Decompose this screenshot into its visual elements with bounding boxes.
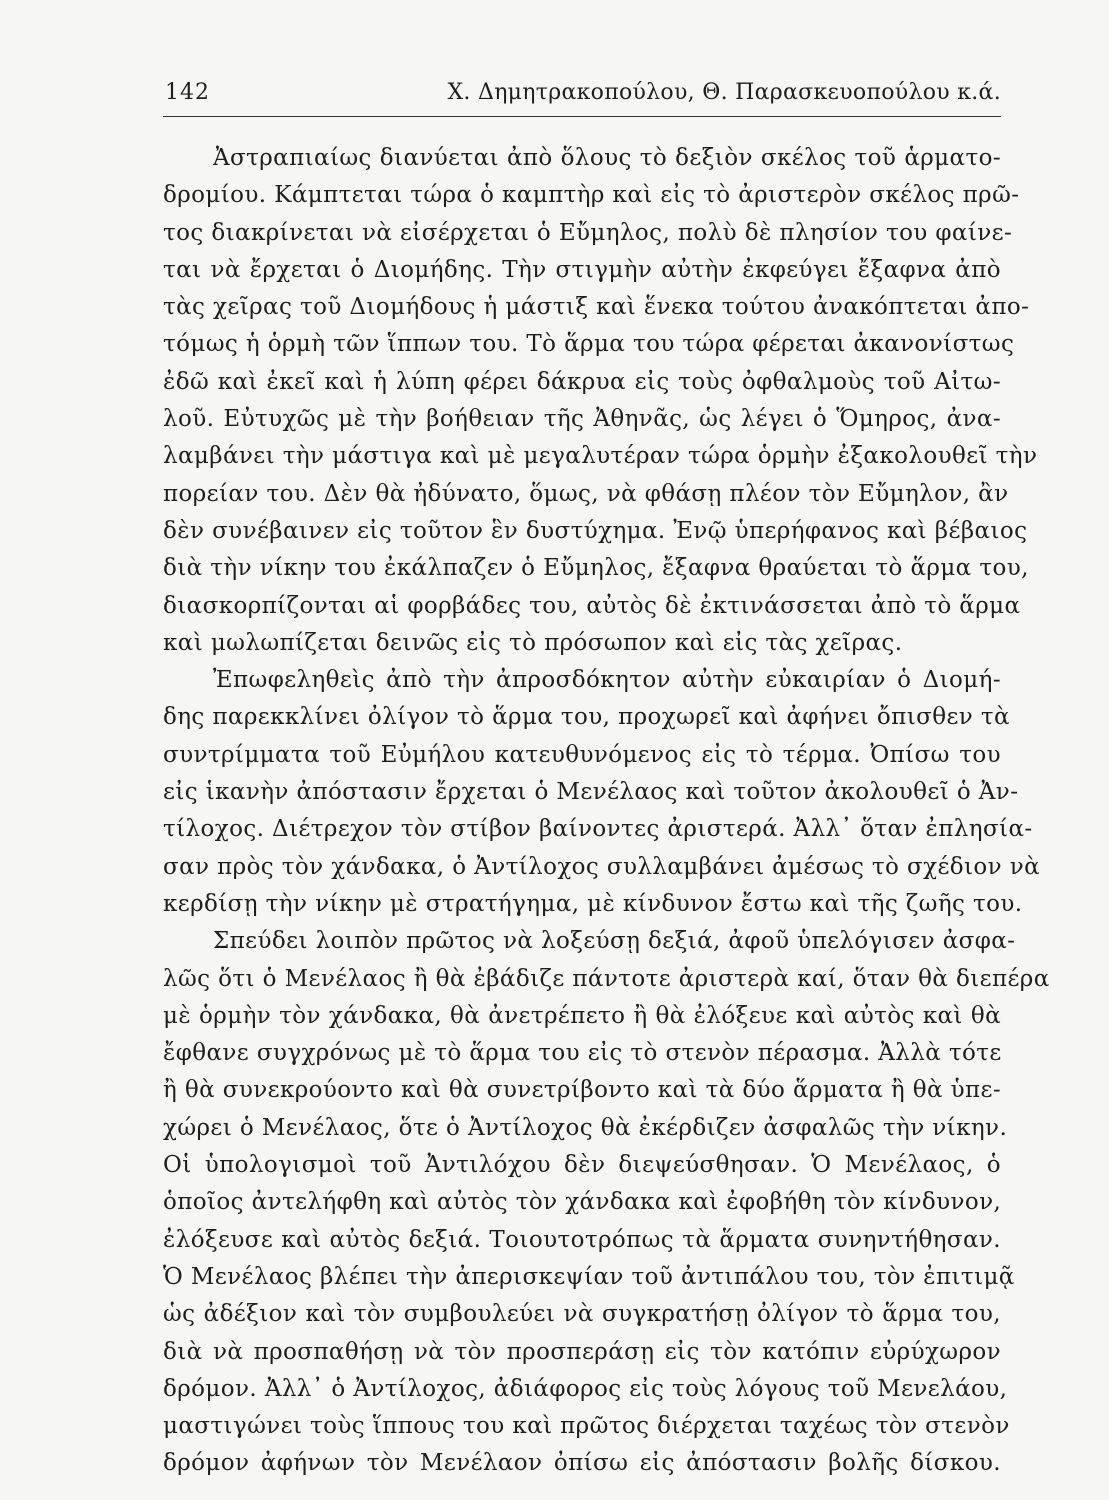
text-line: δης παρεκκλίνει ὀλίγον τὸ ἅρμα του, προχωρεῖ καὶ ἀφήνει ὄπισθεν τὰ (163, 704, 1010, 731)
text-line: δρομίου. Κάμπτεται τώρα ὁ καμπτὴρ καὶ εἰς τὸ ἀριστερὸν σκέλος πρῶ- (163, 182, 1020, 209)
text-line: διὰ τὴν νίκην του ἐκάλπαζεν ὁ Εὔμηλος, ἔξαφνα θραύεται τὸ ἅρμα του, (163, 555, 1029, 582)
text-line: εἰς ἱκανὴν ἀπόστασιν ἔρχεται ὁ Μενέλαος καὶ τοῦτον ἀκολουθεῖ ὁ Ἀν- (163, 779, 1019, 806)
text-line: μαστιγώνει τοὺς ἵππους του καὶ πρῶτος διέρχεται ταχέως τὸν στενὸν (163, 1413, 1010, 1440)
text-line: δρόμον. Ἀλλ᾽ ὁ Ἀντίλοχος, ἀδιάφορος εἰς τοὺς λόγους τοῦ Μενελάου, (163, 1375, 1008, 1402)
text-line: τὰς χεῖρας τοῦ Διομήδους ἡ μάστιξ καὶ ἕνεκα τούτου ἀνακόπτεται ἀπο- (163, 294, 1030, 321)
text-line: Ἀστραπιαίως διανύεται ἀπὸ ὅλους τὸ δεξιὸν σκέλος τοῦ ἁρματο- (213, 145, 1001, 171)
text-line: Σπεύδει λοιπὸν πρῶτος νὰ λοξεύσῃ δεξιά, ἀφοῦ ὑπελόγισεν ἀσφα- (213, 928, 1016, 955)
text-line: λαμβάνει τὴν μάστιγα καὶ μὲ μεγαλυτέραν τώρα ὁρμὴν ἐξακολουθεῖ τὴν (163, 443, 1038, 470)
text-line: ἔφθανε συγχρόνως μὲ τὸ ἅρμα του εἰς τὸ στενὸν πέρασμα. Ἀλλὰ τότε (163, 1040, 1002, 1067)
page-number: 142 (165, 80, 210, 105)
text-line: τος διακρίνεται νὰ εἰσέρχεται ὁ Εὔμηλος, πολὺ δὲ πλησίον του φαίνε- (163, 219, 1013, 246)
running-head: Χ. Δημητρακοπούλου, Θ. Παρασκευοπούλου κ.ά. (447, 80, 1001, 105)
text-line: κερδίσῃ τὴν νίκην μὲ στρατήγημα, μὲ κίνδυνον ἔστω καὶ τῆς ζωῆς του. (163, 890, 1023, 917)
text-line: συντρίμματα τοῦ Εὐμήλου κατευθυνόμενος εἰς τὸ τέρμα. Ὀπίσω του (163, 741, 1001, 768)
text-line: διὰ νὰ προσπαθήσῃ νὰ τὸν προσπεράσῃ εἰς τὸν κατόπιν εὐρύχωρον (163, 1338, 1001, 1365)
text-line: διασκορπίζονται αἱ φορβάδες του, αὐτὸς δὲ ἐκτινάσσεται ἀπὸ τὸ ἅρμα (163, 592, 1021, 619)
text-line: σαν πρὸς τὸν χάνδακα, ὁ Ἀντίλοχος συλλαμβάνει ἀμέσως τὸ σχέδιον νὰ (163, 853, 1041, 880)
text-line: καὶ μωλωπίζεται δεινῶς εἰς τὸ πρόσωπον καὶ εἰς τὰς χεῖρας. (163, 629, 903, 656)
text-line: λῶς ὅτι ὁ Μενέλαος ἢ θὰ ἐβάδιζε πάντοτε ἀριστερὰ καί, ὅταν θὰ διεπέρα (163, 965, 1050, 992)
text-line: δὲν συνέβαινεν εἰς τοῦτον ἓν δυστύχημα. Ἐνῷ ὑπερήφανος καὶ βέβαιος (163, 517, 1028, 544)
text-line: λοῦ. Εὐτυχῶς μὲ τὴν βοήθειαν τῆς Ἀθηνᾶς, ὡς λέγει ὁ Ὅμηρος, ἀνα- (163, 406, 1001, 433)
text-line: ἐλόξευσε καὶ αὐτὸς δεξιά. Τοιουτοτρόπως τὰ ἅρματα συνηντήθησαν. (163, 1226, 1001, 1253)
text-line: τίλοχος. Διέτρεχον τὸν στίβον βαίνοντες ἀριστερά. Ἀλλ᾽ ὅταν ἐπλησία- (163, 816, 1033, 843)
text-line: δρόμον ἀφήνων τὸν Μενέλαον ὀπίσω εἰς ἀπόστασιν βολῆς δίσκου. (163, 1450, 1001, 1477)
body-text (163, 140, 1050, 1483)
text-line: ὁποῖος ἀντελήφθη καὶ αὐτὸς τὸν χάνδακα καὶ ἐφοβήθη τὸν κίνδυνον, (163, 1189, 1002, 1216)
text-line: Ἐπωφεληθεὶς ἀπὸ τὴν ἀπροσδόκητον αὐτὴν εὐκαιρίαν ὁ Διομή- (213, 667, 1001, 694)
text-line: τόμως ἡ ὁρμὴ τῶν ἵππων του. Τὸ ἅρμα του τώρα φέρεται ἀκανονίστως (163, 331, 1015, 358)
text-line: Ὁ Μενέλαος βλέπει τὴν ἀπερισκεψίαν τοῦ ἀντιπάλου του, τὸν ἐπιτιμᾷ (163, 1263, 1015, 1290)
page-header (163, 76, 1001, 117)
text-line: ὡς ἀδέξιον καὶ τὸν συμβουλεύει νὰ συγκρατήσῃ ὀλίγον τὸ ἅρμα του, (163, 1301, 1001, 1328)
text-line: ἢ θὰ συνεκρούοντο καὶ θὰ συνετρίβοντο καὶ τὰ δύο ἅρματα ἢ θὰ ὑπε- (163, 1077, 1002, 1104)
text-line: ται νὰ ἔρχεται ὁ Διομήδης. Τὴν στιγμὴν αὐτὴν ἐκφεύγει ἔξαφνα ἀπὸ (163, 256, 1001, 283)
text-line: μὲ ὁρμὴν τὸν χάνδακα, θὰ ἀνετρέπετο ἢ θὰ ἐλόξευε καὶ αὐτὸς καὶ θὰ (163, 1002, 1001, 1029)
text-line: πορείαν του. Δὲν θὰ ἠδύνατο, ὅμως, νὰ φθάσῃ πλέον τὸν Εὔμηλον, ἂν (163, 480, 1009, 507)
text-line: χώρει ὁ Μενέλαος, ὅτε ὁ Ἀντίλοχος θὰ ἐκέρδιζεν ἀσφαλῶς τὴν νίκην. (163, 1114, 1008, 1141)
text-line: ἐδῶ καὶ ἐκεῖ καὶ ἡ λύπη φέρει δάκρυα εἰς τοὺς ὀφθαλμοὺς τοῦ Αἰτω- (163, 368, 1001, 395)
text-line: Οἱ ὑπολογισμοὶ τοῦ Ἀντιλόχου δὲν διεψεύσθησαν. Ὁ Μενέλαος, ὁ (163, 1152, 1001, 1179)
